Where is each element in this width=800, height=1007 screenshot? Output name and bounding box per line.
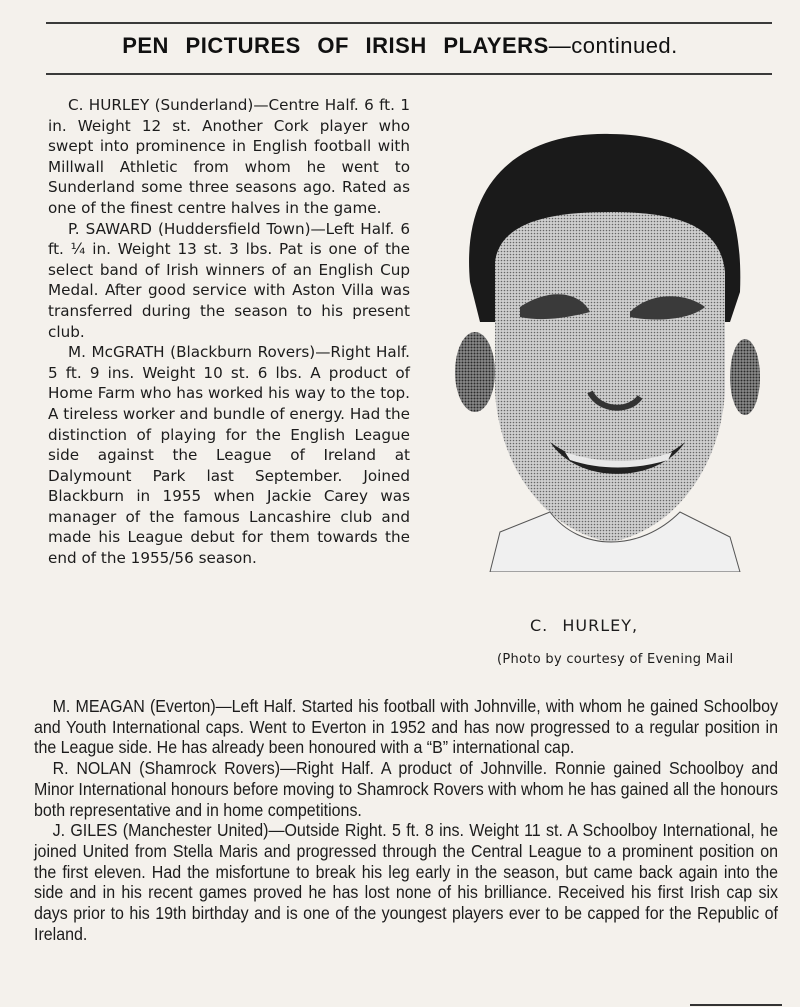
player-meagan: M. MEAGAN (Everton)—Left Half. Started his football with Johnville, with whom he gained Schoolboy and Youth International caps. Went to Everton in 1952 and has now progressed to a regular position in the League side. He has already been honoured with a “B” international cap. bbox=[34, 696, 779, 758]
left-column-text bbox=[48, 95, 410, 569]
player-nolan: R. NOLAN (Shamrock Rovers)—Right Half. A product of Johnville. Ronnie gained Schoolboy and Minor International honours before moving to Shamrock Rovers with whom he has gained all the honours both representative and in home competitions. bbox=[34, 758, 779, 820]
footer-rule bbox=[690, 1004, 782, 1006]
full-width-text bbox=[34, 696, 778, 944]
page-title bbox=[0, 33, 800, 59]
photo-caption-name: C. HURLEY, bbox=[530, 616, 639, 635]
player-hurley: C. HURLEY (Sunderland)—Centre Half. 6 ft. 1 in. Weight 12 st. Another Cork player who swept into prominence in English football with Millwall Athletic from whom he went to Sunderland some three seasons ago. Rated as one of the finest centre halves in the game. bbox=[48, 96, 410, 217]
header-rule-top bbox=[46, 22, 772, 24]
player-giles: J. GILES (Manchester United)—Outside Right. 5 ft. 8 ins. Weight 11 st. A Schoolboy International, he joined United from Stella Maris and progressed through the Central League to a prominent position on the first eleven. Had the misfortune to break his leg early in the season, but came back again into the side and in his recent games proved he has lost none of his brilliance. Received his first Irish cap six days prior to his 19th birthday and is one of the youngest players ever to be capped for the Republic of Ireland. bbox=[34, 820, 779, 944]
title-suffix: —continued. bbox=[548, 33, 678, 58]
photo-credit: (Photo by courtesy of Evening Mail bbox=[497, 652, 734, 667]
player-saward: P. SAWARD (Huddersfield Town)—Left Half. 6 ft. ¼ in. Weight 13 st. 3 lbs. Pat is one of the select band of Irish winners of an English Cup Medal. After good service with Aston Villa was transferred during the season to his present club. bbox=[48, 219, 410, 341]
player-mcgrath: M. McGRATH (Blackburn Rovers)—Right Half. 5 ft. 9 ins. Weight 10 st. 6 lbs. A product of Home Farm who has worked his way to the top. A tireless worker and bundle of energy. Had the distinction of playing for the English League side against the League of Ireland at Dalymount Park last September. Joined Blackburn in 1955 when Jackie Carey was manager of the famous Lancashire club and made his League debut for them towards the end of the 1955/56 season. bbox=[48, 343, 410, 568]
header-rule-bottom bbox=[46, 73, 772, 75]
player-photo bbox=[440, 112, 760, 572]
title-main: PEN PICTURES OF IRISH PLAYERS bbox=[122, 33, 549, 58]
